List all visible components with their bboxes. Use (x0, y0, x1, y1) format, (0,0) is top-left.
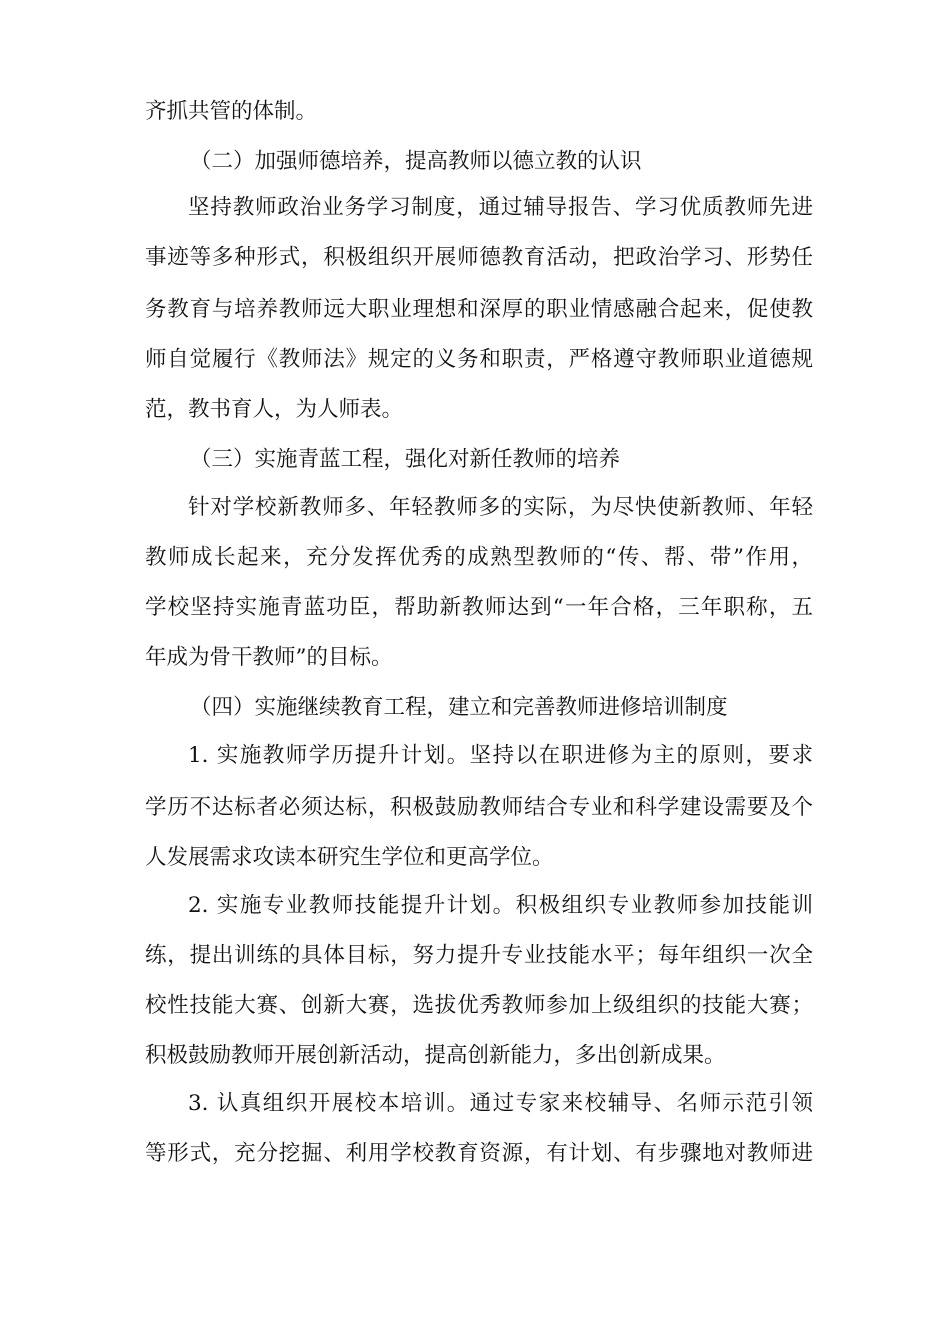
section-heading: （四）实施继续教育工程，建立和完善教师进修培训制度 (190, 695, 728, 720)
text-line: 范，教书育人，为人师表。 (145, 397, 404, 422)
text-line: 学历不达标者必须达标，积极鼓励教师结合专业和科学建设需要及个 (145, 795, 813, 820)
text-line: 教师成长起来，充分发挥优秀的成熟型教师的“传、帮、带”作用， (145, 545, 813, 570)
text-line: 校性技能大赛、创新大赛，选拔优秀教师参加上级组织的技能大赛； (145, 993, 813, 1018)
text-line: 3. 认真组织开展校本培训。通过专家来校辅导、名师示范引领 (188, 1091, 813, 1116)
text-line: 2. 实施专业教师技能提升计划。积极组织专业教师参加技能训 (188, 893, 813, 918)
text-line: 针对学校新教师多、年轻教师多的实际，为尽快使新教师、年轻 (188, 495, 813, 520)
text-line: 坚持教师政治业务学习制度，通过辅导报告、学习优质教师先进 (188, 195, 813, 220)
text-line: 1. 实施教师学历提升计划。坚持以在职进修为主的原则，要求 (188, 743, 813, 768)
text-line: 等形式，充分挖掘、利用学校教育资源，有计划、有步骤地对教师进 (145, 1141, 813, 1166)
text-line: 齐抓共管的体制。 (145, 99, 318, 124)
text-line: 积极鼓励教师开展创新活动，提高创新能力，多出创新成果。 (145, 1043, 726, 1068)
section-heading: （三）实施青蓝工程，强化对新任教师的培养 (190, 447, 621, 472)
text-line: 年成为骨干教师”的目标。 (145, 645, 393, 670)
text-line: 人发展需求攻读本研究生学位和更高学位。 (145, 845, 554, 870)
text-line: 事迹等多种形式，积极组织开展师德教育活动，把政治学习、形势任 (145, 245, 813, 270)
text-line: 务教育与培养教师远大职业理想和深厚的职业情感融合起来，促使教 (145, 297, 813, 322)
text-line: 学校坚持实施青蓝功臣，帮助新教师达到“一年合格，三年职称，五 (145, 595, 813, 620)
text-line: 练，提出训练的具体目标，努力提升专业技能水平；每年组织一次全 (145, 943, 813, 968)
text-line: 师自觉履行《教师法》规定的义务和职责，严格遵守教师职业道德规 (145, 347, 813, 372)
section-heading: （二）加强师德培养，提高教师以德立教的认识 (190, 149, 642, 174)
